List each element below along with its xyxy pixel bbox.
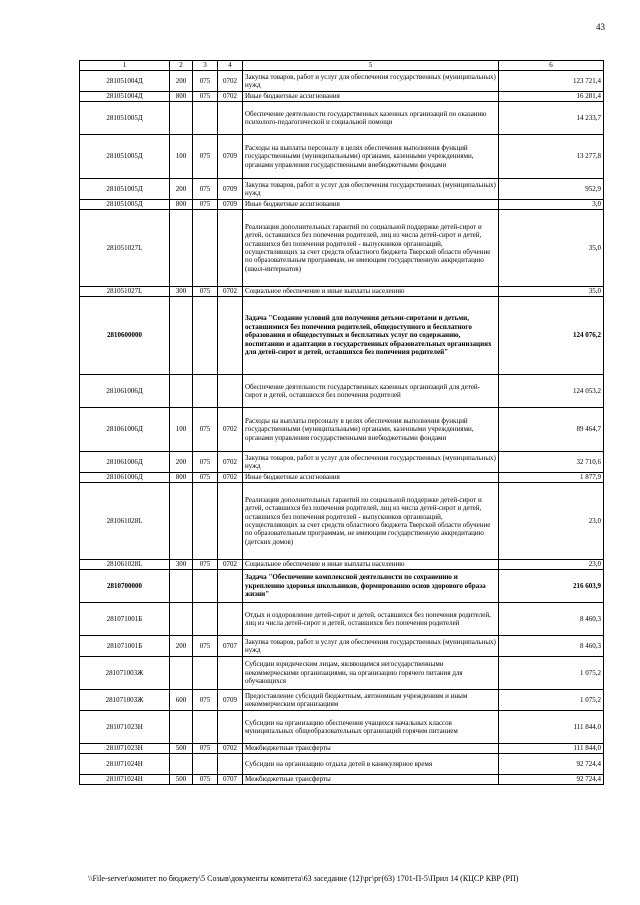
cell-col-4: 0702 bbox=[218, 560, 243, 570]
cell-col-2: 200 bbox=[170, 179, 193, 200]
cell-amount: 952,9 bbox=[499, 179, 604, 200]
cell-col-2: 300 bbox=[170, 560, 193, 570]
table-row bbox=[80, 135, 604, 179]
cell-col-4: 0702 bbox=[218, 287, 243, 297]
cell-description: Задача "Обеспечение комплексной деятельности по сохранению и укреплению здоровья школьников, формированию основ здорового образа жизни" bbox=[243, 570, 499, 603]
cell-code: 281071001Б bbox=[80, 603, 170, 636]
cell-col-2 bbox=[170, 754, 193, 775]
table-row bbox=[80, 754, 604, 775]
cell-col-3 bbox=[193, 102, 218, 135]
cell-col-3: 075 bbox=[193, 690, 218, 711]
table-row bbox=[80, 560, 604, 570]
column-header: 1 bbox=[80, 61, 170, 71]
cell-amount: 1 877,9 bbox=[499, 473, 604, 483]
cell-code: 281061006Д bbox=[80, 408, 170, 452]
cell-col-3: 075 bbox=[193, 744, 218, 754]
table-row bbox=[80, 452, 604, 473]
table-row bbox=[80, 200, 604, 210]
column-header: 3 bbox=[193, 61, 218, 71]
cell-amount: 35,0 bbox=[499, 287, 604, 297]
cell-col-3 bbox=[193, 297, 218, 375]
table-body bbox=[80, 71, 604, 785]
column-header: 5 bbox=[243, 61, 499, 71]
cell-code: 281051004Д bbox=[80, 71, 170, 92]
cell-col-4: 0702 bbox=[218, 408, 243, 452]
cell-col-4: 0702 bbox=[218, 452, 243, 473]
cell-amount: 3,0 bbox=[499, 200, 604, 210]
cell-col-2: 500 bbox=[170, 775, 193, 785]
cell-amount: 111 844,0 bbox=[499, 744, 604, 754]
cell-col-3: 075 bbox=[193, 92, 218, 102]
table-header-row bbox=[80, 61, 604, 71]
cell-amount: 89 464,7 bbox=[499, 408, 604, 452]
table-row bbox=[80, 603, 604, 636]
cell-col-2: 200 bbox=[170, 452, 193, 473]
cell-amount: 1 075,2 bbox=[499, 690, 604, 711]
column-header: 6 bbox=[499, 61, 604, 71]
cell-amount: 16 281,4 bbox=[499, 92, 604, 102]
cell-col-2: 100 bbox=[170, 408, 193, 452]
table-row bbox=[80, 92, 604, 102]
cell-code: 281071023Н bbox=[80, 711, 170, 744]
cell-col-2: 800 bbox=[170, 200, 193, 210]
cell-amount: 92 724,4 bbox=[499, 754, 604, 775]
cell-amount: 124 053,2 bbox=[499, 375, 604, 408]
cell-col-2 bbox=[170, 297, 193, 375]
cell-amount: 92 724,4 bbox=[499, 775, 604, 785]
cell-col-2: 300 bbox=[170, 287, 193, 297]
cell-col-4 bbox=[218, 102, 243, 135]
cell-code: 281051005Д bbox=[80, 135, 170, 179]
column-header: 2 bbox=[170, 61, 193, 71]
cell-description: Реализация дополнительных гарантий по социальной поддержке детей-сирот и детей, оставшихся без попечения родителей, лиц из числа детей-сирот и детей, оставшихся без попечения родителей - выпускников организаций, осуществляющих за счет средств областного бюджета Тверской области обучение по образовательным программам, не имеющим государственную аккредитацию (школ-интернатов) bbox=[243, 210, 499, 287]
cell-description: Обеспечение деятельности государственных казенных организаций по оказанию психолого-педагогической и социальной помощи bbox=[243, 102, 499, 135]
cell-col-4: 0707 bbox=[218, 636, 243, 657]
cell-description: Иные бюджетные ассигнования bbox=[243, 473, 499, 483]
cell-col-2: 800 bbox=[170, 473, 193, 483]
page-number: 43 bbox=[596, 22, 605, 32]
cell-col-2 bbox=[170, 102, 193, 135]
cell-col-4: 0702 bbox=[218, 473, 243, 483]
cell-col-4: 0709 bbox=[218, 179, 243, 200]
cell-description: Межбюджетные трансферты bbox=[243, 744, 499, 754]
cell-col-3 bbox=[193, 483, 218, 560]
cell-col-4: 0709 bbox=[218, 135, 243, 179]
cell-amount: 14 233,7 bbox=[499, 102, 604, 135]
cell-amount: 23,0 bbox=[499, 483, 604, 560]
cell-code: 281071024Н bbox=[80, 775, 170, 785]
cell-code: 2810700000 bbox=[80, 570, 170, 603]
cell-col-2: 600 bbox=[170, 690, 193, 711]
cell-amount: 216 603,9 bbox=[499, 570, 604, 603]
cell-code: 281071023Н bbox=[80, 744, 170, 754]
cell-col-3 bbox=[193, 657, 218, 690]
cell-col-4: 0702 bbox=[218, 744, 243, 754]
table-row bbox=[80, 210, 604, 287]
table-row bbox=[80, 473, 604, 483]
cell-description: Иные бюджетные ассигнования bbox=[243, 200, 499, 210]
cell-description: Расходы на выплаты персоналу в целях обеспечения выполнения функций государственными (муниципальными) органами, казенными учреждениями, органами управления государственными внебюджетными фондами bbox=[243, 135, 499, 179]
cell-col-2 bbox=[170, 570, 193, 603]
cell-col-4 bbox=[218, 210, 243, 287]
cell-description: Межбюджетные трансферты bbox=[243, 775, 499, 785]
cell-description: Расходы на выплаты персоналу в целях обеспечения выполнения функций государственными (муниципальными) органами, казенными учреждениями, органами управления государственными внебюджетными фондами bbox=[243, 408, 499, 452]
cell-col-2 bbox=[170, 711, 193, 744]
cell-code: 281051005Д bbox=[80, 102, 170, 135]
cell-col-2: 200 bbox=[170, 636, 193, 657]
cell-description: Закупка товаров, работ и услуг для обеспечения государственных (муниципальных) нужд bbox=[243, 71, 499, 92]
cell-col-4: 0709 bbox=[218, 200, 243, 210]
table-row bbox=[80, 775, 604, 785]
column-header: 4 bbox=[218, 61, 243, 71]
table-row bbox=[80, 657, 604, 690]
cell-col-4 bbox=[218, 711, 243, 744]
table-row bbox=[80, 690, 604, 711]
table-row bbox=[80, 297, 604, 375]
cell-code: 281061006Д bbox=[80, 375, 170, 408]
cell-col-2: 500 bbox=[170, 744, 193, 754]
cell-code: 281061006Д bbox=[80, 473, 170, 483]
cell-col-2 bbox=[170, 210, 193, 287]
cell-col-2 bbox=[170, 657, 193, 690]
cell-description: Социальное обеспечение и иные выплаты населению bbox=[243, 287, 499, 297]
cell-amount: 111 844,0 bbox=[499, 711, 604, 744]
cell-code: 281071003Ж bbox=[80, 657, 170, 690]
file-path-footer: \\File-server\комитет по бюджету\5 Созыв\документы комитета\63 заседание (12)\рг\рг(63) 1701-П-5\Прил 14 (КЦСР КВР (РП) bbox=[88, 874, 519, 883]
cell-col-3 bbox=[193, 570, 218, 603]
cell-amount: 8 460,3 bbox=[499, 603, 604, 636]
cell-col-3: 075 bbox=[193, 200, 218, 210]
cell-description: Иные бюджетные ассигнования bbox=[243, 92, 499, 102]
cell-col-4: 0709 bbox=[218, 690, 243, 711]
table-row bbox=[80, 483, 604, 560]
cell-col-2: 800 bbox=[170, 92, 193, 102]
cell-col-4 bbox=[218, 375, 243, 408]
cell-col-3: 075 bbox=[193, 287, 218, 297]
cell-col-2: 100 bbox=[170, 135, 193, 179]
cell-col-4: 0702 bbox=[218, 92, 243, 102]
table-row bbox=[80, 636, 604, 657]
cell-col-3 bbox=[193, 754, 218, 775]
cell-amount: 1 075,2 bbox=[499, 657, 604, 690]
cell-col-4 bbox=[218, 657, 243, 690]
table-row bbox=[80, 179, 604, 200]
cell-col-3: 075 bbox=[193, 71, 218, 92]
cell-code: 281061028L bbox=[80, 560, 170, 570]
cell-col-4 bbox=[218, 297, 243, 375]
cell-col-3: 075 bbox=[193, 408, 218, 452]
cell-col-4 bbox=[218, 754, 243, 775]
cell-col-3: 075 bbox=[193, 473, 218, 483]
cell-col-4: 0707 bbox=[218, 775, 243, 785]
cell-col-4 bbox=[218, 483, 243, 560]
cell-description: Обеспечение деятельности государственных казенных организаций для детей-сирот и детей, оставшихся без попечения родителей bbox=[243, 375, 499, 408]
cell-code: 281051027L bbox=[80, 210, 170, 287]
cell-amount: 23,0 bbox=[499, 560, 604, 570]
cell-amount: 35,0 bbox=[499, 210, 604, 287]
cell-col-2 bbox=[170, 603, 193, 636]
cell-code: 281071003Ж bbox=[80, 690, 170, 711]
cell-amount: 13 277,8 bbox=[499, 135, 604, 179]
cell-description: Субсидии юридическим лицам, являющимся негосударственными некоммерческими организациями, на организацию горячего питания для обучающихся bbox=[243, 657, 499, 690]
cell-description: Социальное обеспечение и иные выплаты населению bbox=[243, 560, 499, 570]
cell-col-3: 075 bbox=[193, 636, 218, 657]
cell-amount: 124 076,2 bbox=[499, 297, 604, 375]
cell-description: Субсидии на организацию обеспечения учащихся начальных классов муниципальных общеобразовательных организаций горячим питанием bbox=[243, 711, 499, 744]
cell-description: Задача "Создание условий для получения детьми-сиротами и детьми, оставшимися без попечения родителей, общедоступного и бесплатного образования и общедоступных и бесплатных услуг по содержанию, воспитанию и адаптации в государственных образовательных организациях для детей-сирот и детей, оставшихся без попечения родителей" bbox=[243, 297, 499, 375]
cell-col-3: 075 bbox=[193, 560, 218, 570]
cell-description: Отдых и оздоровление детей-сирот и детей, оставшихся без попечения родителей, лиц из числа детей-сирот и детей, оставшихся без попечения родителей bbox=[243, 603, 499, 636]
cell-col-2: 200 bbox=[170, 71, 193, 92]
cell-description: Предоставление субсидий бюджетным, автономным учреждениям и иным некоммерческим организациям bbox=[243, 690, 499, 711]
cell-description: Закупка товаров, работ и услуг для обеспечения государственных (муниципальных) нужд bbox=[243, 636, 499, 657]
table-row bbox=[80, 570, 604, 603]
cell-col-2 bbox=[170, 375, 193, 408]
cell-description: Закупка товаров, работ и услуг для обеспечения государственных (муниципальных) нужд bbox=[243, 452, 499, 473]
budget-table bbox=[79, 60, 604, 785]
cell-description: Субсидии на организацию отдыха детей в каникулярное время bbox=[243, 754, 499, 775]
cell-col-3 bbox=[193, 375, 218, 408]
cell-code: 281061028L bbox=[80, 483, 170, 560]
cell-amount: 123 721,4 bbox=[499, 71, 604, 92]
cell-code: 281061006Д bbox=[80, 452, 170, 473]
table-row bbox=[80, 71, 604, 92]
cell-description: Закупка товаров, работ и услуг для обеспечения государственных (муниципальных) нужд bbox=[243, 179, 499, 200]
cell-col-3: 075 bbox=[193, 179, 218, 200]
cell-code: 281071024Н bbox=[80, 754, 170, 775]
cell-code: 281051005Д bbox=[80, 200, 170, 210]
cell-amount: 8 460,3 bbox=[499, 636, 604, 657]
cell-code: 281051005Д bbox=[80, 179, 170, 200]
cell-code: 2810600000 bbox=[80, 297, 170, 375]
table-row bbox=[80, 102, 604, 135]
cell-col-3 bbox=[193, 711, 218, 744]
table-row bbox=[80, 287, 604, 297]
table-row bbox=[80, 375, 604, 408]
cell-amount: 32 710,6 bbox=[499, 452, 604, 473]
cell-col-3: 075 bbox=[193, 135, 218, 179]
cell-col-3 bbox=[193, 210, 218, 287]
cell-code: 281071001Б bbox=[80, 636, 170, 657]
table-row bbox=[80, 711, 604, 744]
cell-col-4 bbox=[218, 603, 243, 636]
table-row bbox=[80, 408, 604, 452]
cell-col-4 bbox=[218, 570, 243, 603]
cell-col-2 bbox=[170, 483, 193, 560]
cell-col-3 bbox=[193, 603, 218, 636]
cell-col-4: 0702 bbox=[218, 71, 243, 92]
cell-col-3: 075 bbox=[193, 775, 218, 785]
cell-description: Реализация дополнительных гарантий по социальной поддержке детей-сирот и детей, оставшихся без попечения родителей, лиц из числа детей-сирот и детей, оставшихся без попечения родителей - выпускников организаций, осуществляющих за счет средств областного бюджета Тверской области обучение по образовательным программам, не имеющим государственную аккредитацию (детских домов) bbox=[243, 483, 499, 560]
cell-code: 281051004Д bbox=[80, 92, 170, 102]
cell-col-3: 075 bbox=[193, 452, 218, 473]
table-row bbox=[80, 744, 604, 754]
cell-code: 281051027L bbox=[80, 287, 170, 297]
